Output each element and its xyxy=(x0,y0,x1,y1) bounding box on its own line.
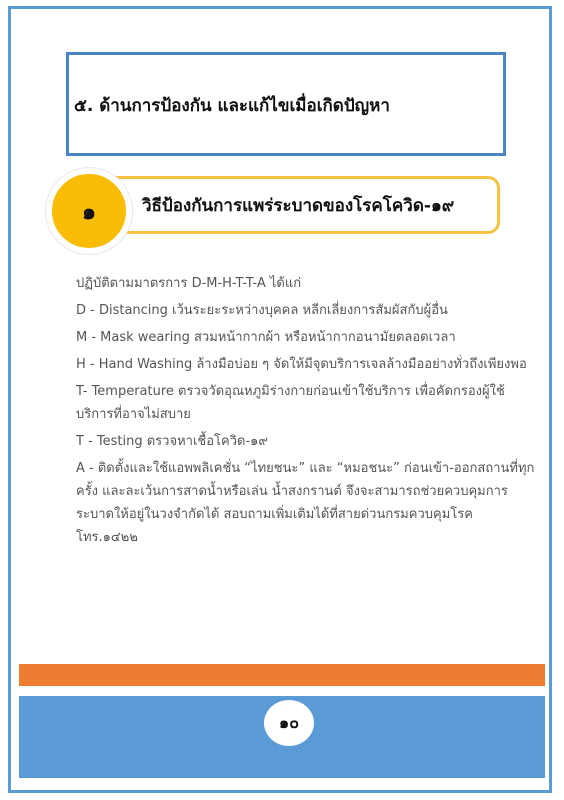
intro-line: ปฏิบัติตามมาตรการ D-M-H-T-T-A ได้แก่ xyxy=(76,276,302,291)
measure-d: D - Distancing เว้นระยะระหว่างบุคคล หลีกเลี่ยงการสัมผัสกับผู้อื่น xyxy=(76,303,448,318)
body-text xyxy=(76,272,538,553)
page-number: ๑๐ xyxy=(279,712,299,732)
measure-h: H - Hand Washing ล้างมือบ่อย ๆ จัดให้มีจุดบริการเจลล้างมืออย่างทั่วถึงเพียงพอ xyxy=(76,357,527,372)
measure-m: M - Mask wearing สวมหน้ากากผ้า หรือหน้ากากอนามัยตลอดเวลา xyxy=(76,330,456,345)
topic-number-badge xyxy=(46,168,132,254)
measure-t-testing: T - Testing ตรวจหาเชื้อโควิด-๑๙ xyxy=(76,434,268,449)
page-number-badge xyxy=(264,700,314,746)
section-title: ๕. ด้านการป้องกัน และแก้ไขเมื่อเกิดปัญหา xyxy=(74,96,390,116)
measure-t-temperature: T- Temperature ตรวจวัดอุณหภูมิร่างกายก่อนเข้าใช้บริการ เพื่อคัดกรองผู้ใช้บริการที่อาจไม่สบาย xyxy=(76,384,505,422)
topic-title: วิธีป้องกันการแพร่ระบาดของโรคโควิด-๑๙ xyxy=(142,196,455,216)
measure-a: A - ติดตั้งและใช้แอพพลิเคชั่น “ไทยชนะ” และ “หมอชนะ” ก่อนเข้า-ออกสถานที่ทุกครั้ง และละเว้นการสาดน้ำหรือเล่น น้ำสงกรานต์ จึงจะสามารถช่วยควบคุมการระบาดให้อยู่ในวงจำกัดได้ สอบถามเพิ่มเติมได้ที่สายด่วนกรมควบคุมโรค โทร.๑๔๒๒ xyxy=(76,461,535,545)
footer-orange-bar xyxy=(19,664,545,686)
topic-number: ๑ xyxy=(82,199,96,225)
